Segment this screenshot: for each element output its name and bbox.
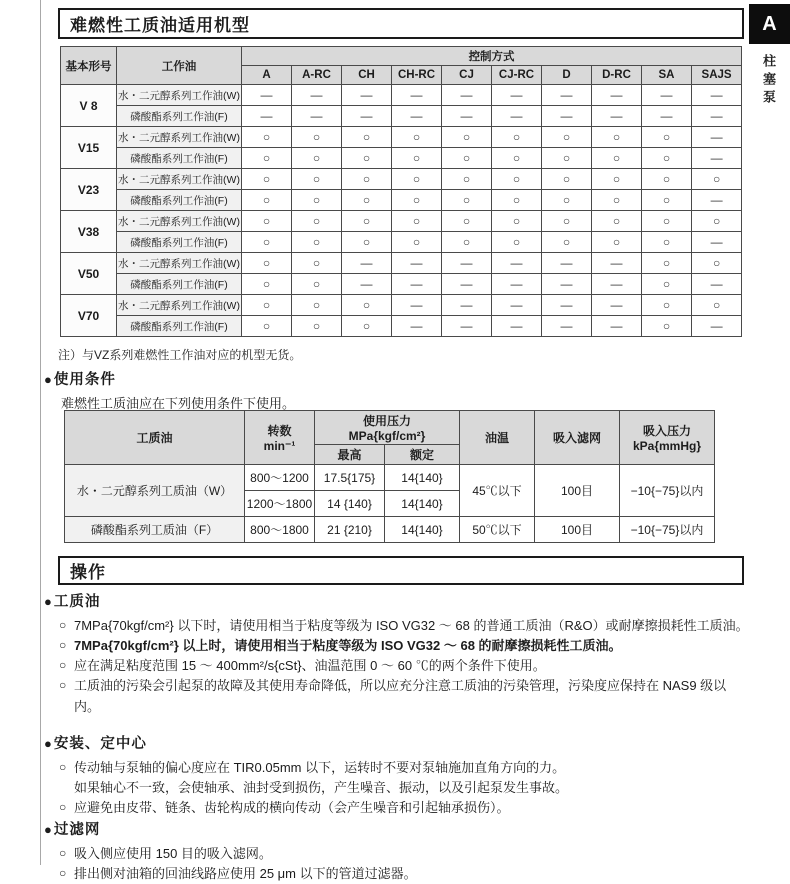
compat-cell: ○ bbox=[692, 169, 742, 190]
compat-cell: ○ bbox=[342, 295, 392, 316]
pressure-unit: MPa{kgf/cm²} bbox=[348, 429, 426, 443]
oil-cell: 磷酸酯系列工作油(F) bbox=[117, 232, 242, 253]
compat-cell: ○ bbox=[542, 190, 592, 211]
table-row bbox=[61, 127, 742, 148]
compat-cell: — bbox=[542, 274, 592, 295]
list-item-continuation: 如果轴心不一致，会使轴承、油封受到损伤，产生噪音、振动，以及引起泵发生事故。 bbox=[74, 780, 569, 796]
compat-cell: ○ bbox=[492, 127, 542, 148]
table-row bbox=[61, 211, 742, 232]
compat-cell: ○ bbox=[542, 148, 592, 169]
model-cell: V 8 bbox=[61, 85, 117, 127]
compat-cell: ○ bbox=[292, 316, 342, 337]
compat-cell: ○ bbox=[242, 316, 292, 337]
control-col: D-RC bbox=[592, 66, 642, 85]
compat-cell: ○ bbox=[442, 190, 492, 211]
compat-cell: — bbox=[392, 274, 442, 295]
page-title: 难燃性工质油适用机型 bbox=[58, 8, 744, 39]
compat-cell: ○ bbox=[642, 190, 692, 211]
oil-cell: 水・二元醇系列工作油(W) bbox=[117, 295, 242, 316]
table-row bbox=[61, 274, 742, 295]
col-header-fluid: 工质油 bbox=[65, 411, 245, 465]
compat-cell: — bbox=[292, 106, 342, 127]
control-col: CH bbox=[342, 66, 392, 85]
compat-cell: ○ bbox=[442, 148, 492, 169]
oil-cell: 水・二元醇系列工作油(W) bbox=[117, 85, 242, 106]
compat-cell: — bbox=[642, 106, 692, 127]
compat-cell: ○ bbox=[642, 148, 692, 169]
list-item: ○ 工质油的污染会引起泵的故障及其使用寿命降低，所以应充分注意工质油的污染管理，污染度应保持在 NAS9 级以内。 bbox=[44, 676, 752, 716]
compat-cell: — bbox=[292, 85, 342, 106]
model-cell: V50 bbox=[61, 253, 117, 295]
compat-cell: — bbox=[392, 316, 442, 337]
oil-cell: 磷酸酯系列工作油(F) bbox=[117, 316, 242, 337]
compat-cell: ○ bbox=[342, 316, 392, 337]
strainer-heading: ● 过滤网 bbox=[44, 818, 752, 839]
control-col: CJ-RC bbox=[492, 66, 542, 85]
compat-cell: ○ bbox=[242, 169, 292, 190]
suction-unit: kPa{mmHg} bbox=[632, 439, 702, 453]
compat-cell: — bbox=[442, 106, 492, 127]
oil-cell: 磷酸酯系列工作油(F) bbox=[117, 148, 242, 169]
col-header-rated: 额定 bbox=[385, 445, 460, 465]
compat-cell: ○ bbox=[592, 232, 642, 253]
compat-cell: — bbox=[592, 295, 642, 316]
suction-cell: −10{−75}以内 bbox=[620, 465, 715, 517]
compat-cell: — bbox=[392, 253, 442, 274]
compat-cell: — bbox=[592, 106, 642, 127]
speed-label: 转数 bbox=[267, 424, 292, 438]
table-row bbox=[61, 316, 742, 337]
suction-cell: −10{−75}以内 bbox=[620, 517, 715, 543]
table-row bbox=[61, 148, 742, 169]
compat-cell: ○ bbox=[342, 232, 392, 253]
table-row bbox=[61, 295, 742, 316]
fluid-cell: 磷酸酯系列工质油（F） bbox=[65, 517, 245, 543]
compat-cell: — bbox=[692, 148, 742, 169]
list-item: ○ 吸入侧应使用 150 目的吸入滤网。 bbox=[44, 844, 752, 864]
compat-cell: ○ bbox=[242, 148, 292, 169]
temp-cell: 50℃以下 bbox=[460, 517, 535, 543]
compat-cell: — bbox=[492, 316, 542, 337]
compat-cell: — bbox=[342, 85, 392, 106]
compat-cell: ○ bbox=[242, 274, 292, 295]
compat-cell: — bbox=[492, 106, 542, 127]
speed-unit: min⁻¹ bbox=[263, 439, 296, 453]
table-row bbox=[65, 517, 715, 543]
compat-cell: — bbox=[342, 106, 392, 127]
compat-cell: ○ bbox=[692, 253, 742, 274]
compat-cell: ○ bbox=[542, 232, 592, 253]
section-index-tab: A bbox=[749, 4, 790, 44]
fluid-cell: 水・二元醇系列工质油（W） bbox=[65, 465, 245, 517]
usage-conditions-table bbox=[64, 410, 715, 543]
col-header-control: 控制方式 bbox=[242, 47, 742, 66]
compatibility-table bbox=[60, 46, 742, 337]
compat-cell: — bbox=[592, 85, 642, 106]
compat-cell: ○ bbox=[442, 127, 492, 148]
sidebar-category-label: 柱塞泵 bbox=[761, 54, 776, 108]
mounting-alignment-heading: ● 安装、定中心 bbox=[44, 732, 752, 753]
rated-pressure-cell: 14{140} bbox=[385, 465, 460, 491]
control-col: A bbox=[242, 66, 292, 85]
compat-cell: ○ bbox=[242, 253, 292, 274]
control-col: CJ bbox=[442, 66, 492, 85]
compat-cell: ○ bbox=[242, 295, 292, 316]
compat-cell: ○ bbox=[292, 232, 342, 253]
compat-cell: ○ bbox=[292, 190, 342, 211]
list-item: ○ 7MPa{70kgf/cm²} 以上时，请使用相当于粘度等级为 ISO VG32 ～ 68 的耐摩擦损耗性工质油。 bbox=[44, 636, 752, 656]
compat-cell: ○ bbox=[592, 211, 642, 232]
compat-cell: — bbox=[692, 232, 742, 253]
compat-cell: — bbox=[592, 253, 642, 274]
compat-cell: ○ bbox=[642, 316, 692, 337]
temp-cell: 45℃以下 bbox=[460, 465, 535, 517]
compat-cell: ○ bbox=[292, 127, 342, 148]
table-row bbox=[61, 169, 742, 190]
compat-cell: ○ bbox=[542, 169, 592, 190]
control-col: CH-RC bbox=[392, 66, 442, 85]
speed-cell: 1200～1800 bbox=[245, 491, 315, 517]
compat-cell: ○ bbox=[392, 148, 442, 169]
compat-cell: ○ bbox=[492, 169, 542, 190]
compat-cell: — bbox=[442, 85, 492, 106]
table-row bbox=[65, 465, 715, 491]
working-fluid-section bbox=[44, 590, 752, 717]
oil-cell: 磷酸酯系列工作油(F) bbox=[117, 106, 242, 127]
compat-cell: ○ bbox=[292, 169, 342, 190]
max-pressure-cell: 14 {140} bbox=[315, 491, 385, 517]
control-col: SA bbox=[642, 66, 692, 85]
compat-cell: — bbox=[392, 85, 442, 106]
oil-cell: 水・二元醇系列工作油(W) bbox=[117, 253, 242, 274]
strainer-section bbox=[44, 818, 752, 884]
oil-cell: 水・二元醇系列工作油(W) bbox=[117, 169, 242, 190]
compat-cell: ○ bbox=[692, 211, 742, 232]
strainer-cell: 100目 bbox=[535, 517, 620, 543]
compat-cell: ○ bbox=[242, 232, 292, 253]
compat-cell: ○ bbox=[692, 295, 742, 316]
col-header-model: 基本形号 bbox=[61, 47, 117, 85]
compat-cell: — bbox=[442, 253, 492, 274]
compat-cell: ○ bbox=[392, 211, 442, 232]
compat-cell: ○ bbox=[292, 295, 342, 316]
col-header-oil: 工作油 bbox=[117, 47, 242, 85]
compat-cell: — bbox=[442, 316, 492, 337]
usage-conditions-section bbox=[44, 368, 752, 412]
table-row bbox=[61, 85, 742, 106]
compat-cell: ○ bbox=[392, 169, 442, 190]
control-col: D bbox=[542, 66, 592, 85]
compat-cell: ○ bbox=[242, 211, 292, 232]
operation-section-title: 操作 bbox=[58, 556, 744, 585]
strainer-cell: 100目 bbox=[535, 465, 620, 517]
col-header-strainer: 吸入滤网 bbox=[535, 411, 620, 465]
compat-cell: — bbox=[542, 316, 592, 337]
max-pressure-cell: 17.5{175} bbox=[315, 465, 385, 491]
compat-cell: — bbox=[492, 274, 542, 295]
suction-label: 吸入压力 bbox=[642, 424, 691, 438]
col-header-pressure bbox=[315, 411, 460, 445]
compat-cell: — bbox=[692, 274, 742, 295]
compat-cell: ○ bbox=[642, 295, 692, 316]
compat-cell: ○ bbox=[642, 232, 692, 253]
compat-cell: ○ bbox=[242, 190, 292, 211]
compat-cell: — bbox=[542, 85, 592, 106]
compat-cell: ○ bbox=[392, 232, 442, 253]
compat-cell: — bbox=[392, 106, 442, 127]
compat-cell: ○ bbox=[342, 169, 392, 190]
compat-cell: ○ bbox=[342, 211, 392, 232]
compat-cell: ○ bbox=[642, 169, 692, 190]
col-header-speed bbox=[245, 411, 315, 465]
compat-cell: — bbox=[542, 106, 592, 127]
compat-cell: ○ bbox=[292, 274, 342, 295]
list-item: ○ 7MPa{70kgf/cm²} 以下时，请使用相当于粘度等级为 ISO VG32 ～ 68 的普通工质油（R&O）或耐摩擦损耗性工质油。 bbox=[44, 616, 752, 636]
rated-pressure-cell: 14{140} bbox=[385, 517, 460, 543]
model-cell: V38 bbox=[61, 211, 117, 253]
compat-cell: ○ bbox=[642, 274, 692, 295]
table-row bbox=[61, 253, 742, 274]
compat-cell: — bbox=[342, 253, 392, 274]
speed-cell: 800～1200 bbox=[245, 465, 315, 491]
compat-cell: ○ bbox=[592, 148, 642, 169]
compat-cell: ○ bbox=[292, 253, 342, 274]
compat-cell: ○ bbox=[542, 211, 592, 232]
compat-cell: ○ bbox=[342, 190, 392, 211]
compat-cell: ○ bbox=[492, 211, 542, 232]
compat-cell: ○ bbox=[242, 127, 292, 148]
usage-conditions-intro: 难燃性工质油应在下列使用条件下使用。 bbox=[61, 396, 296, 411]
compat-cell: — bbox=[592, 274, 642, 295]
compat-cell: ○ bbox=[392, 127, 442, 148]
col-header-suction bbox=[620, 411, 715, 465]
control-col: SAJS bbox=[692, 66, 742, 85]
compat-cell: — bbox=[392, 295, 442, 316]
compat-cell: — bbox=[692, 190, 742, 211]
compat-cell: — bbox=[592, 316, 642, 337]
pressure-label: 使用压力 bbox=[362, 414, 411, 428]
oil-cell: 水・二元醇系列工作油(W) bbox=[117, 211, 242, 232]
compat-cell: ○ bbox=[492, 190, 542, 211]
list-item: ○ 应避免由皮带、链条、齿轮构成的横向传动（会产生噪音和引起轴承损伤）。 bbox=[44, 798, 752, 818]
compat-cell: — bbox=[492, 295, 542, 316]
compat-cell: ○ bbox=[442, 169, 492, 190]
speed-cell: 800～1800 bbox=[245, 517, 315, 543]
oil-cell: 磷酸酯系列工作油(F) bbox=[117, 274, 242, 295]
compat-cell: ○ bbox=[442, 211, 492, 232]
compat-cell: — bbox=[692, 85, 742, 106]
compat-cell: ○ bbox=[492, 232, 542, 253]
compat-cell: ○ bbox=[592, 169, 642, 190]
compat-cell: — bbox=[692, 106, 742, 127]
oil-cell: 水・二元醇系列工作油(W) bbox=[117, 127, 242, 148]
usage-conditions-heading: ● 使用条件 bbox=[44, 368, 752, 389]
compat-cell: ○ bbox=[592, 190, 642, 211]
col-header-max: 最高 bbox=[315, 445, 385, 465]
model-cell: V15 bbox=[61, 127, 117, 169]
max-pressure-cell: 21 {210} bbox=[315, 517, 385, 543]
table-row bbox=[61, 232, 742, 253]
compat-cell: — bbox=[642, 85, 692, 106]
model-cell: V70 bbox=[61, 295, 117, 337]
compat-cell: ○ bbox=[542, 127, 592, 148]
compat-cell: — bbox=[542, 295, 592, 316]
col-header-temp: 油温 bbox=[460, 411, 535, 465]
working-fluid-heading: ● 工质油 bbox=[44, 590, 752, 611]
compat-cell: — bbox=[542, 253, 592, 274]
table-row bbox=[61, 190, 742, 211]
model-cell: V23 bbox=[61, 169, 117, 211]
oil-cell: 磷酸酯系列工作油(F) bbox=[117, 190, 242, 211]
compat-cell: — bbox=[442, 295, 492, 316]
compat-cell: ○ bbox=[342, 148, 392, 169]
page-edge-rule bbox=[40, 0, 41, 865]
compat-cell: — bbox=[442, 274, 492, 295]
compat-cell: — bbox=[242, 85, 292, 106]
table-footnote: 注）与VZ系列难燃性工作油对应的机型无货。 bbox=[58, 348, 302, 362]
compat-cell: ○ bbox=[642, 253, 692, 274]
compat-cell: ○ bbox=[592, 127, 642, 148]
compat-cell: — bbox=[342, 274, 392, 295]
compat-cell: ○ bbox=[292, 148, 342, 169]
list-item: ○ 传动轴与泵轴的偏心度应在 TIR0.05mm 以下，运转时不要对泵轴施加直角方向的力。 bbox=[44, 758, 752, 778]
compat-cell: ○ bbox=[642, 211, 692, 232]
compat-cell: — bbox=[492, 85, 542, 106]
compat-cell: — bbox=[692, 127, 742, 148]
compat-cell: ○ bbox=[292, 211, 342, 232]
list-item: ○ 排出侧对油箱的回油线路应使用 25 μm 以下的管道过滤器。 bbox=[44, 864, 752, 884]
compat-cell: ○ bbox=[492, 148, 542, 169]
compat-cell: ○ bbox=[442, 232, 492, 253]
table-row bbox=[61, 106, 742, 127]
compat-cell: — bbox=[492, 253, 542, 274]
compat-cell: — bbox=[242, 106, 292, 127]
compat-cell: ○ bbox=[342, 127, 392, 148]
mounting-alignment-section bbox=[44, 732, 752, 818]
control-col: A-RC bbox=[292, 66, 342, 85]
compat-cell: ○ bbox=[392, 190, 442, 211]
compat-cell: — bbox=[692, 316, 742, 337]
compat-cell: ○ bbox=[642, 127, 692, 148]
rated-pressure-cell: 14{140} bbox=[385, 491, 460, 517]
list-item: ○ 应在满足粘度范围 15 ～ 400mm²/s{cSt}、油温范围 0 ～ 60 ℃的两个条件下使用。 bbox=[44, 656, 752, 676]
